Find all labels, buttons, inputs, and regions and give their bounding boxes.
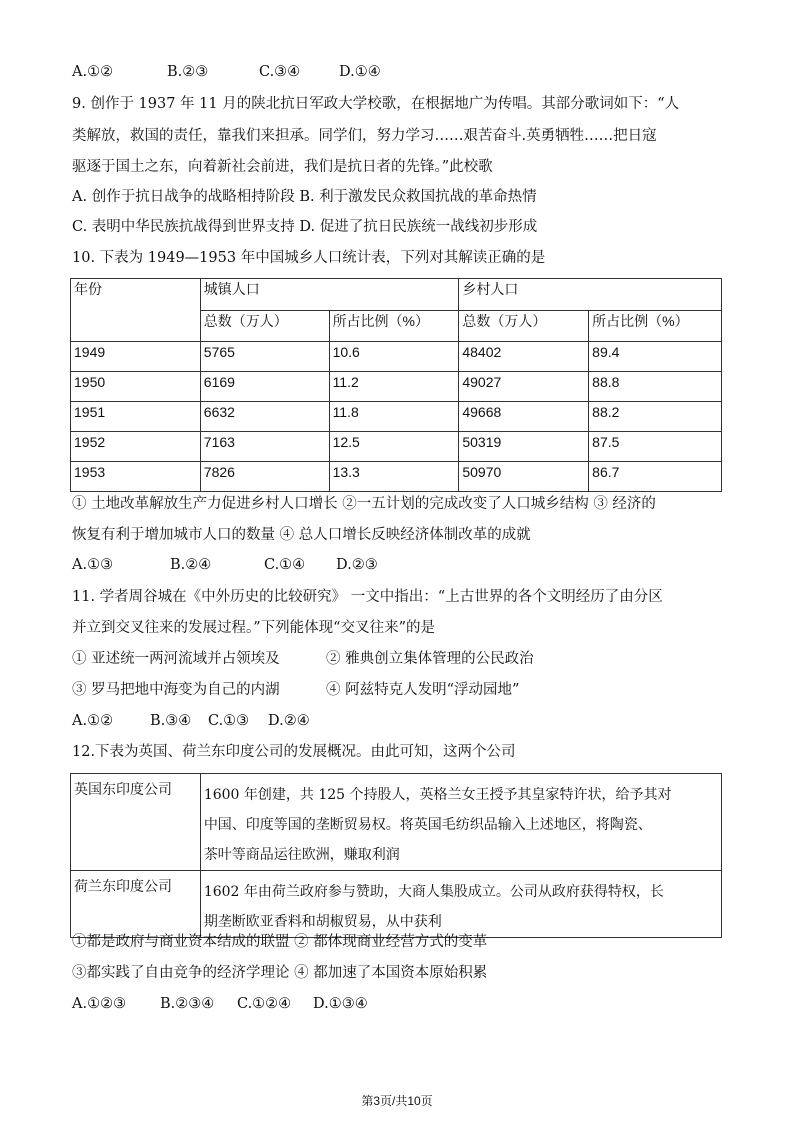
option-b: B.②③ bbox=[167, 64, 209, 80]
q11-item-3: ③ 罗马把地中海变为自己的内湖 bbox=[72, 682, 280, 698]
q9-stem-line3: 驱逐于国土之东，向着新社会前进，我们是抗日者的先锋。”此校歌 bbox=[72, 159, 493, 175]
q11-items-row1 bbox=[72, 649, 534, 669]
subheader-urban-total: 总数（万人） bbox=[200, 310, 329, 342]
cell-urban-total: 6169 bbox=[200, 372, 329, 402]
cell-urban-total: 7163 bbox=[200, 432, 329, 462]
cell-year: 1949 bbox=[71, 342, 201, 372]
cell-rural-total: 48402 bbox=[459, 342, 589, 372]
company-name-dutch: 荷兰东印度公司 bbox=[71, 871, 201, 938]
cell-urban-total: 5765 bbox=[200, 342, 329, 372]
header-rural: 乡村人口 bbox=[459, 279, 722, 311]
q10-stem: 10. 下表为 1949—1953 年中国城乡人口统计表，下列对其解读正确的是 bbox=[72, 250, 546, 266]
q12-options bbox=[72, 994, 368, 1014]
q12-statements-line1: ①都是政府与商业资本结成的联盟 ② 都体现商业经营方式的变革 bbox=[72, 934, 488, 950]
cell-urban-total: 6632 bbox=[200, 402, 329, 432]
q9-option-c: C. 表明中华民族抗战得到世界支持 bbox=[72, 219, 295, 235]
q11-item-4: ④ 阿兹特克人发明“浮动园地” bbox=[326, 682, 520, 698]
q9-stem-line1: 9. 创作于 1937 年 11 月的陕北抗日军政大学校歌，在根据地广为传唱。其部分歌词如下：“人 bbox=[72, 96, 680, 112]
subheader-rural-total: 总数（万人） bbox=[459, 310, 589, 342]
table-row bbox=[71, 462, 722, 492]
table-row bbox=[71, 774, 722, 871]
q9-option-d: D. 促进了抗日民族统一战线初步形成 bbox=[299, 219, 538, 235]
cell-rural-ratio: 88.2 bbox=[589, 402, 722, 432]
q12-option-b: B.②③④ bbox=[160, 996, 215, 1012]
q10-option-b: B.②④ bbox=[170, 557, 212, 573]
table-row bbox=[71, 342, 722, 372]
cell-year: 1953 bbox=[71, 462, 201, 492]
subheader-urban-ratio: 所占比例（%） bbox=[329, 310, 459, 342]
q12-stem: 12.下表为英国、荷兰东印度公司的发展概况。由此可知，这两个公司 bbox=[72, 744, 516, 760]
header-urban: 城镇人口 bbox=[200, 279, 459, 311]
q10-statements-line2: 恢复有利于增加城市人口的数量 ④ 总人口增长反映经济体制改革的成就 bbox=[72, 527, 531, 543]
q10-statements-line1: ① 土地改革解放生产力促进乡村人口增长 ②一五计划的完成改变了人口城乡结构 ③ 经济的 bbox=[72, 496, 656, 512]
cell-year: 1951 bbox=[71, 402, 201, 432]
cell-urban-ratio: 11.8 bbox=[329, 402, 459, 432]
q12-option-d: D.①③④ bbox=[313, 996, 368, 1012]
desc-line: 期垄断欧亚香料和胡椒贸易，从中获利 bbox=[203, 914, 442, 930]
cell-urban-ratio: 12.5 bbox=[329, 432, 459, 462]
q9-options-row2 bbox=[72, 217, 537, 237]
cell-rural-ratio: 87.5 bbox=[589, 432, 722, 462]
table-row bbox=[71, 432, 722, 462]
q11-option-d: D.②④ bbox=[268, 713, 310, 729]
q9-stem-line2: 类解放，救国的责任，靠我们来担承。同学们，努力学习……艰苦奋斗.英勇牺牲……把日寇 bbox=[72, 128, 657, 144]
q10-option-d: D.②③ bbox=[336, 557, 378, 573]
company-name-british: 英国东印度公司 bbox=[71, 774, 201, 871]
cell-rural-total: 50319 bbox=[459, 432, 589, 462]
cell-year: 1952 bbox=[71, 432, 201, 462]
option-c: C.③④ bbox=[259, 64, 301, 80]
cell-rural-total: 50970 bbox=[459, 462, 589, 492]
q11-item-2: ② 雅典创立集体管理的公民政治 bbox=[326, 651, 534, 667]
table-header-row bbox=[71, 279, 722, 311]
company-desc-dutch bbox=[200, 871, 721, 938]
q10-option-a: A.①③ bbox=[72, 557, 114, 573]
table-row bbox=[71, 372, 722, 402]
q11-stem-line2: 并立到交叉往来的发展过程。”下列能体现“交叉往来”的是 bbox=[72, 620, 435, 636]
desc-line: 1602 年由荷兰政府参与赞助，大商人集股成立。公司从政府获得特权，长 bbox=[203, 884, 664, 900]
q12-statements-line2: ③都实践了自由竞争的经济学理论 ④ 都加速了本国资本原始积累 bbox=[72, 965, 488, 981]
q10-options bbox=[72, 555, 378, 575]
q9-option-a: A. 创作于抗日战争的战略相持阶段 bbox=[72, 189, 295, 205]
q12-option-c: C.①②④ bbox=[237, 996, 292, 1012]
header-year: 年份 bbox=[71, 279, 201, 342]
q11-option-a: A.①② bbox=[72, 713, 114, 729]
population-table bbox=[70, 278, 722, 492]
cell-year: 1950 bbox=[71, 372, 201, 402]
q12-option-a: A.①②③ bbox=[72, 996, 127, 1012]
q11-option-c: C.①③ bbox=[208, 713, 250, 729]
cell-urban-ratio: 13.3 bbox=[329, 462, 459, 492]
cell-rural-ratio: 86.7 bbox=[589, 462, 722, 492]
q11-item-1: ① 亚述统一两河流域并占领埃及 bbox=[72, 651, 280, 667]
company-table bbox=[70, 773, 722, 938]
q11-items-row2 bbox=[72, 680, 519, 700]
desc-line: 中国、印度等国的垄断贸易权。将英国毛纺织品输入上述地区，将陶瓷、 bbox=[203, 817, 652, 833]
cell-rural-total: 49027 bbox=[459, 372, 589, 402]
q9-options-row1 bbox=[72, 187, 537, 207]
cell-rural-ratio: 88.8 bbox=[589, 372, 722, 402]
q11-option-b: B.③④ bbox=[150, 713, 192, 729]
q11-stem-line1: 11. 学者周谷城在《中外历史的比较研究》 一文中指出：“上古世界的各个文明经历了由分区 bbox=[72, 589, 663, 605]
q9-option-b: B. 利于激发民众救国抗战的革命热情 bbox=[299, 189, 537, 205]
desc-line: 茶叶等商品运往欧洲，赚取利润 bbox=[203, 847, 400, 863]
cell-rural-ratio: 89.4 bbox=[589, 342, 722, 372]
cell-urban-total: 7826 bbox=[200, 462, 329, 492]
q10-option-c: C.①④ bbox=[264, 557, 306, 573]
cell-rural-total: 49668 bbox=[459, 402, 589, 432]
table-row bbox=[71, 871, 722, 938]
cell-urban-ratio: 10.6 bbox=[329, 342, 459, 372]
desc-line: 1600 年创建，共 125 个持股人，英格兰女王授予其皇家特许状，给予其对 bbox=[203, 787, 672, 803]
company-desc-british bbox=[200, 774, 721, 871]
prev-question-options bbox=[72, 62, 381, 82]
subheader-rural-ratio: 所占比例（%） bbox=[589, 310, 722, 342]
cell-urban-ratio: 11.2 bbox=[329, 372, 459, 402]
table-row bbox=[71, 402, 722, 432]
option-d: D.①④ bbox=[339, 64, 381, 80]
option-a: A.①② bbox=[72, 64, 114, 80]
page-footer: 第3页/共10页 bbox=[361, 1094, 433, 1108]
q11-options bbox=[72, 711, 310, 731]
